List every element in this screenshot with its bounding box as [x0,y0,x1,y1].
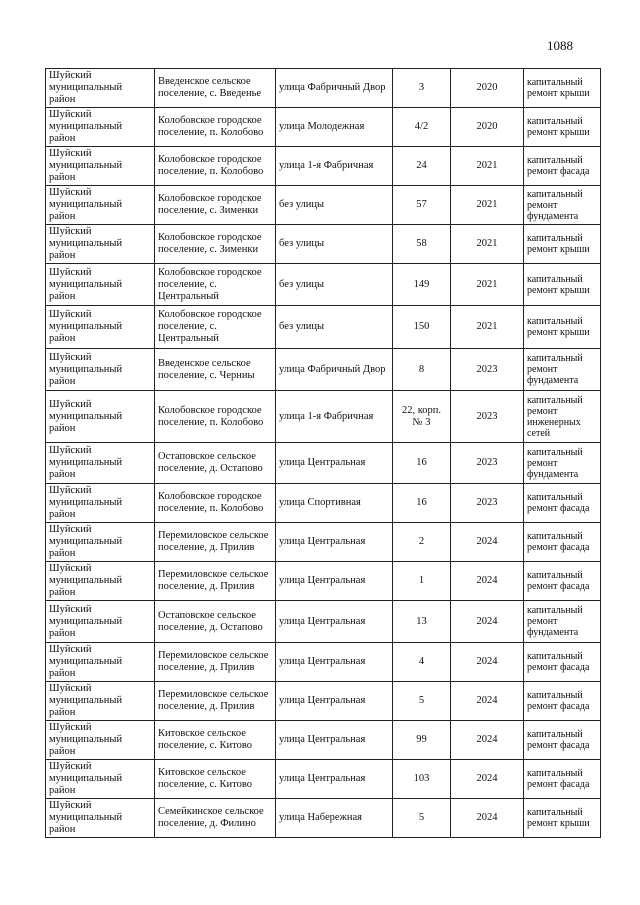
house-number-cell: 13 [393,601,451,643]
street-cell: улица Центральная [276,721,393,760]
year-cell: 2024 [451,523,524,562]
settlement-cell: Колобовское городское поселение, с. Центральный [155,306,276,349]
table-row [46,523,601,562]
table-row [46,225,601,264]
house-number-cell: 8 [393,349,451,391]
work-type-cell: капитальный ремонт крыши [524,225,601,264]
house-number-cell: 1 [393,562,451,601]
settlement-cell: Колобовское городское поселение, п. Колобово [155,147,276,186]
house-number-cell: 5 [393,682,451,721]
table-row [46,562,601,601]
work-type-cell: капитальный ремонт фасада [524,147,601,186]
street-cell: улица Молодежная [276,108,393,147]
settlement-cell: Колобовское городское поселение, п. Колобово [155,391,276,443]
year-cell: 2024 [451,799,524,838]
house-number-cell: 24 [393,147,451,186]
district-cell: Шуйский муниципальный район [46,562,155,601]
year-cell: 2021 [451,147,524,186]
street-cell: без улицы [276,186,393,225]
work-type-cell: капитальный ремонт фасада [524,523,601,562]
street-cell: улица Центральная [276,562,393,601]
house-number-cell: 16 [393,443,451,484]
district-cell: Шуйский муниципальный район [46,69,155,108]
house-number-cell: 3 [393,69,451,108]
work-type-cell: капитальный ремонт фасада [524,721,601,760]
settlement-cell: Перемиловское сельское поселение, д. Прилив [155,643,276,682]
housing-repair-table [45,68,601,838]
table-row [46,643,601,682]
district-cell: Шуйский муниципальный район [46,443,155,484]
work-type-cell: капитальный ремонт крыши [524,799,601,838]
house-number-cell: 150 [393,306,451,349]
street-cell: улица Центральная [276,601,393,643]
house-number-cell: 22, корп. № 3 [393,391,451,443]
year-cell: 2024 [451,562,524,601]
year-cell: 2021 [451,306,524,349]
settlement-cell: Семейкинское сельское поселение, д. Филино [155,799,276,838]
district-cell: Шуйский муниципальный район [46,643,155,682]
year-cell: 2024 [451,721,524,760]
settlement-cell: Китовское сельское поселение, с. Китово [155,721,276,760]
work-type-cell: капитальный ремонт фундамента [524,443,601,484]
settlement-cell: Колобовское городское поселение, п. Колобово [155,108,276,147]
work-type-cell: капитальный ремонт крыши [524,264,601,306]
house-number-cell: 2 [393,523,451,562]
year-cell: 2023 [451,484,524,523]
table-row [46,760,601,799]
settlement-cell: Введенское сельское поселение, с. Черниы [155,349,276,391]
work-type-cell: капитальный ремонт крыши [524,69,601,108]
settlement-cell: Китовское сельское поселение, с. Китово [155,760,276,799]
table-row [46,601,601,643]
year-cell: 2024 [451,682,524,721]
street-cell: улица Центральная [276,643,393,682]
work-type-cell: капитальный ремонт фасада [524,643,601,682]
table-row [46,799,601,838]
year-cell: 2023 [451,391,524,443]
house-number-cell: 4/2 [393,108,451,147]
district-cell: Шуйский муниципальный район [46,108,155,147]
work-type-cell: капитальный ремонт фундамента [524,601,601,643]
year-cell: 2021 [451,264,524,306]
district-cell: Шуйский муниципальный район [46,601,155,643]
settlement-cell: Колобовское городское поселение, с. Зименки [155,186,276,225]
table-row [46,264,601,306]
district-cell: Шуйский муниципальный район [46,484,155,523]
table-row [46,349,601,391]
work-type-cell: капитальный ремонт инженерных сетей [524,391,601,443]
settlement-cell: Остаповское сельское поселение, д. Остапово [155,443,276,484]
street-cell: улица Фабричный Двор [276,349,393,391]
house-number-cell: 149 [393,264,451,306]
year-cell: 2024 [451,643,524,682]
house-number-cell: 57 [393,186,451,225]
table-row [46,186,601,225]
table-row [46,147,601,186]
street-cell: без улицы [276,225,393,264]
street-cell: без улицы [276,306,393,349]
work-type-cell: капитальный ремонт фасада [524,682,601,721]
year-cell: 2024 [451,601,524,643]
house-number-cell: 58 [393,225,451,264]
district-cell: Шуйский муниципальный район [46,264,155,306]
work-type-cell: капитальный ремонт фасада [524,484,601,523]
house-number-cell: 16 [393,484,451,523]
house-number-cell: 99 [393,721,451,760]
district-cell: Шуйский муниципальный район [46,186,155,225]
street-cell: улица Центральная [276,523,393,562]
street-cell: улица Центральная [276,682,393,721]
district-cell: Шуйский муниципальный район [46,721,155,760]
table-row [46,69,601,108]
district-cell: Шуйский муниципальный район [46,391,155,443]
table-row [46,484,601,523]
settlement-cell: Перемиловское сельское поселение, д. Прилив [155,682,276,721]
table-row [46,682,601,721]
work-type-cell: капитальный ремонт фундамента [524,349,601,391]
settlement-cell: Колобовское городское поселение, п. Колобово [155,484,276,523]
work-type-cell: капитальный ремонт крыши [524,306,601,349]
street-cell: улица 1-я Фабричная [276,391,393,443]
settlement-cell: Введенское сельское поселение, с. Введенье [155,69,276,108]
district-cell: Шуйский муниципальный район [46,306,155,349]
house-number-cell: 4 [393,643,451,682]
district-cell: Шуйский муниципальный район [46,799,155,838]
year-cell: 2023 [451,349,524,391]
table-row [46,391,601,443]
work-type-cell: капитальный ремонт фасада [524,562,601,601]
house-number-cell: 103 [393,760,451,799]
district-cell: Шуйский муниципальный район [46,682,155,721]
settlement-cell: Остаповское сельское поселение, д. Остапово [155,601,276,643]
year-cell: 2020 [451,108,524,147]
table-body [46,69,601,838]
settlement-cell: Перемиловское сельское поселение, д. Прилив [155,523,276,562]
street-cell: улица Спортивная [276,484,393,523]
district-cell: Шуйский муниципальный район [46,760,155,799]
district-cell: Шуйский муниципальный район [46,225,155,264]
settlement-cell: Колобовское городское поселение, с. Центральный [155,264,276,306]
year-cell: 2020 [451,69,524,108]
street-cell: улица Фабричный Двор [276,69,393,108]
house-number-cell: 5 [393,799,451,838]
table-row [46,108,601,147]
district-cell: Шуйский муниципальный район [46,349,155,391]
work-type-cell: капитальный ремонт фасада [524,760,601,799]
street-cell: без улицы [276,264,393,306]
street-cell: улица Набережная [276,799,393,838]
district-cell: Шуйский муниципальный район [46,523,155,562]
street-cell: улица Центральная [276,443,393,484]
year-cell: 2023 [451,443,524,484]
district-cell: Шуйский муниципальный район [46,147,155,186]
work-type-cell: капитальный ремонт фундамента [524,186,601,225]
settlement-cell: Перемиловское сельское поселение, д. Прилив [155,562,276,601]
page-number: 1088 [547,38,573,53]
table-row [46,443,601,484]
work-type-cell: капитальный ремонт крыши [524,108,601,147]
table-row [46,306,601,349]
year-cell: 2024 [451,760,524,799]
settlement-cell: Колобовское городское поселение, с. Зименки [155,225,276,264]
street-cell: улица Центральная [276,760,393,799]
street-cell: улица 1-я Фабричная [276,147,393,186]
year-cell: 2021 [451,186,524,225]
year-cell: 2021 [451,225,524,264]
table-row [46,721,601,760]
